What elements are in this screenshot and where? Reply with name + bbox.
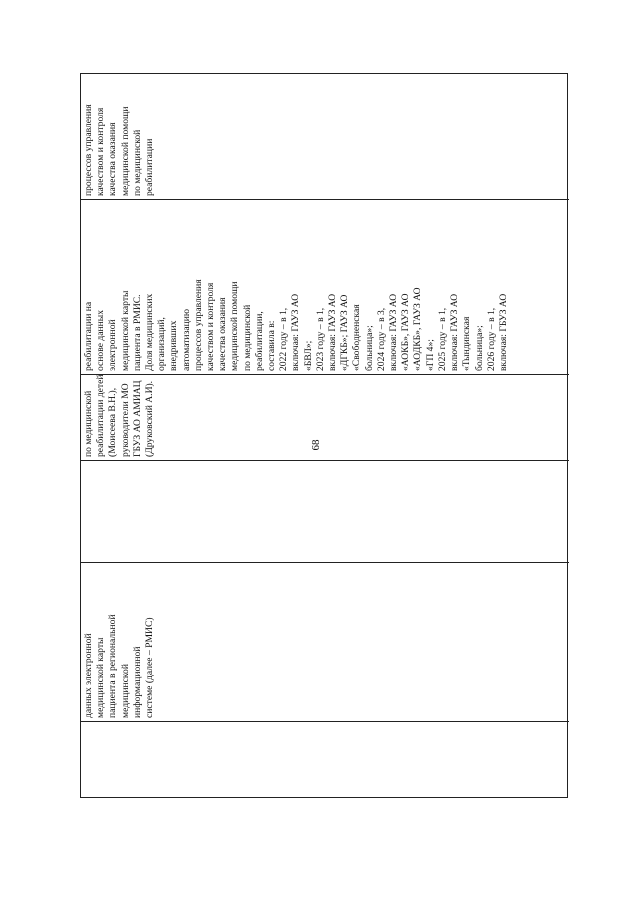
cell-line: качеством и контроля <box>205 282 217 371</box>
page-number: 68 <box>310 439 322 451</box>
cell-line: руководители МО <box>119 383 131 457</box>
cell-line: реабилитации <box>144 138 156 196</box>
cell-line: медицинской карты <box>119 290 131 371</box>
cell-line: составила в: <box>266 320 278 371</box>
cell-line: включая: ГАУЗ АО <box>449 293 461 371</box>
cell-line: информационной <box>131 646 143 718</box>
cell-line: медицинской помощи <box>229 281 241 371</box>
cell-line: пациента в РМИС. <box>131 294 143 371</box>
table-body <box>80 73 568 798</box>
cell-line: (Друковский А.И). <box>144 380 156 457</box>
table-cell-1 <box>81 721 569 797</box>
cell-line: организаций, <box>156 317 168 371</box>
cell-line: 2025 году – в 1, <box>436 307 448 371</box>
cell-line: качеством и контроля <box>95 107 107 196</box>
cell-line: автоматизацию <box>180 308 192 371</box>
table-cell-6 <box>81 72 569 199</box>
table-cell-5 <box>81 199 569 374</box>
cell-line: медицинской карты <box>95 637 107 718</box>
cell-line: включая: ГБУЗ АО <box>497 293 509 371</box>
cell-line: медицинской <box>119 664 131 718</box>
cell-line: по медицинской <box>131 129 143 196</box>
table-cell-4 <box>81 374 569 460</box>
cell-line: ГБУЗ АО АМИАЦ <box>131 380 143 457</box>
cell-line: данных электронной <box>83 633 94 718</box>
cell-line: «ГП 4»; <box>424 339 436 371</box>
cell-line: по медицинской <box>83 390 94 457</box>
cell-line: по медицинской <box>241 304 253 371</box>
cell-line: реабилитации детей <box>95 374 107 457</box>
cell-line: «АОДКБ», ГАУЗ АО <box>412 287 424 371</box>
cell-line: 2022 году – в 1, <box>278 307 290 371</box>
cell-line: процессов управления <box>192 279 204 371</box>
cell-line: 2026 году – в 1, <box>485 307 497 371</box>
table-cell-2 <box>81 562 569 721</box>
cell-line: качества оказания <box>217 297 229 371</box>
cell-line: основе данных <box>95 309 107 371</box>
cell-line: качества оказания <box>107 122 119 196</box>
cell-line: процессов управления <box>83 104 94 196</box>
cell-line: «ДГКБ»; ГАУЗ АО <box>339 294 351 371</box>
cell-line: «Свободненская <box>351 304 363 371</box>
table-cell-3 <box>81 460 569 562</box>
cell-line: системе (далее – РМИС) <box>144 617 156 718</box>
cell-line: медицинской помощи <box>119 106 131 196</box>
cell-line: внедривших <box>168 320 180 371</box>
cell-line: включая: ГАУЗ АО <box>290 293 302 371</box>
rotated-table <box>80 73 568 798</box>
cell-line: Доля медицинских <box>144 293 156 371</box>
cell-line: «АОКБ», ГАУЗ АО <box>400 293 412 371</box>
cell-line: «Тындинская <box>461 316 473 371</box>
cell-line: больница»; <box>473 325 485 371</box>
cell-line: (Моисеева В.Н.), <box>107 387 119 457</box>
cell-line: пациента в региональной <box>107 614 119 718</box>
cell-line: 2023 году – в 1, <box>314 307 326 371</box>
cell-line: электронной <box>107 319 119 371</box>
cell-line: включая: ГАУЗ АО <box>388 293 400 371</box>
cell-line: больница»; <box>363 325 375 371</box>
cell-line: 2024 году – в 3, <box>375 307 387 371</box>
cell-line: включая: ГАУЗ АО <box>327 293 339 371</box>
cell-line: «БВЛ»; <box>302 340 314 371</box>
cell-line: реабилитации, <box>253 311 265 371</box>
cell-line: реабилитации на <box>83 301 94 371</box>
